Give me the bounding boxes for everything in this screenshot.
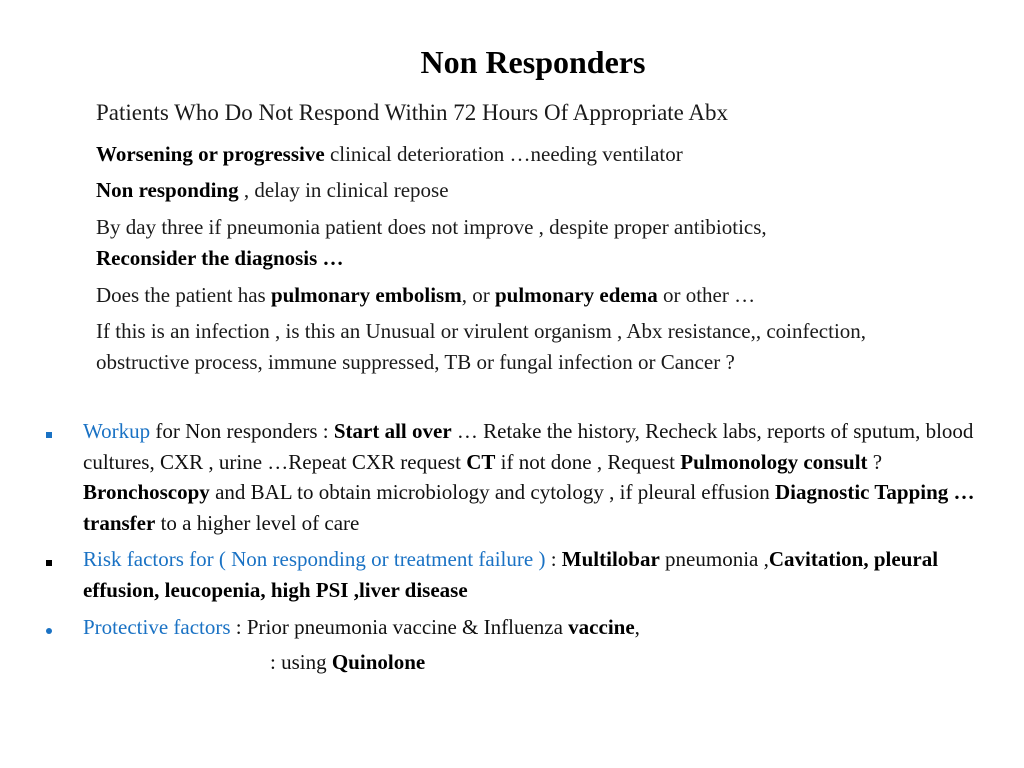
workup-b5: Diagnostic Tapping …transfer: [83, 480, 975, 535]
protective-t2: ,: [634, 615, 640, 639]
subtitle-72-hours: 72 Hours: [453, 100, 539, 125]
pe-c: , or: [461, 283, 495, 307]
quinolone-line: [270, 650, 425, 675]
risk-t1: :: [545, 547, 562, 571]
subtitle: [96, 100, 728, 126]
protective-t1: : Prior pneumonia vaccine & Influenza: [230, 615, 569, 639]
risk-text: [83, 544, 983, 605]
protective-b1: vaccine: [568, 615, 635, 639]
subtitle-text-c: Of Appropriate Abx: [538, 100, 728, 125]
workup-b2: CT: [466, 449, 496, 474]
round-bullet-icon: [46, 612, 66, 643]
worsening-bold: Worsening or progressive: [96, 142, 325, 166]
risk-b2: Cavitation, pleural effusion, leucopenia, high PSI ,liver disease: [83, 547, 939, 602]
non-responding-rest: , delay in clinical repose: [238, 178, 449, 202]
workup-b4: Bronchoscopy: [83, 480, 210, 504]
non-responding-line: [96, 175, 986, 206]
day-three-paragraph: [96, 212, 986, 274]
risk-label: Risk factors for ( Non responding or treatment failure ): [83, 547, 546, 571]
quinolone-t: : using: [270, 650, 332, 674]
infection-paragraph: If this is an infection , is this an Unusual or virulent organism , Abx resistance,, coinfection, obstructive process, immune suppressed, TB or fungal infection or Cancer ?: [96, 319, 867, 374]
protective-text: [83, 612, 983, 643]
pe-e: or other …: [657, 283, 756, 307]
workup-label: Workup: [83, 419, 151, 443]
slide-title: Non Responders: [420, 44, 646, 80]
workup-b3: Pulmonology consult: [680, 449, 868, 474]
workup-t3: if not done , Request: [495, 449, 681, 474]
workup-t1: for Non responders :: [150, 419, 334, 443]
workup-text: [83, 416, 983, 538]
risk-b1: Multilobar: [561, 547, 660, 571]
worsening-line: [96, 139, 986, 170]
workup-b1: Start all over: [333, 419, 452, 443]
day-three-text: By day three if pneumonia patient does not improve , despite proper antibiotics,: [96, 215, 767, 239]
pe-line: [96, 280, 986, 311]
reconsider-diagnosis: Reconsider the diagnosis …: [96, 246, 344, 270]
non-responding-bold: Non responding: [96, 178, 239, 202]
pulmonary-embolism: pulmonary embolism: [270, 283, 462, 307]
workup-t5: and BAL to obtain microbiology and cytology , if pleural effusion: [209, 480, 775, 504]
protective-label: Protective factors: [83, 615, 231, 639]
pe-a: Does the patient has: [96, 283, 271, 307]
risk-t2: pneumonia ,: [659, 547, 769, 571]
workup-t2: … Retake the history, Recheck labs, reports of sputum, blood cultures, CXR , urine …Repeat CXR request: [83, 419, 974, 474]
pulmonary-edema: pulmonary edema: [494, 283, 658, 307]
workup-t4: ?: [867, 449, 883, 474]
quinolone-bold: Quinolone: [331, 650, 426, 674]
square-bullet-icon: [46, 544, 66, 575]
worsening-rest: clinical deterioration …needing ventilator: [324, 142, 683, 166]
subtitle-text-a: Patients Who Do Not Respond Within: [96, 100, 454, 125]
square-bullet-icon: [46, 416, 66, 447]
workup-t6: to a higher level of care: [155, 510, 360, 535]
